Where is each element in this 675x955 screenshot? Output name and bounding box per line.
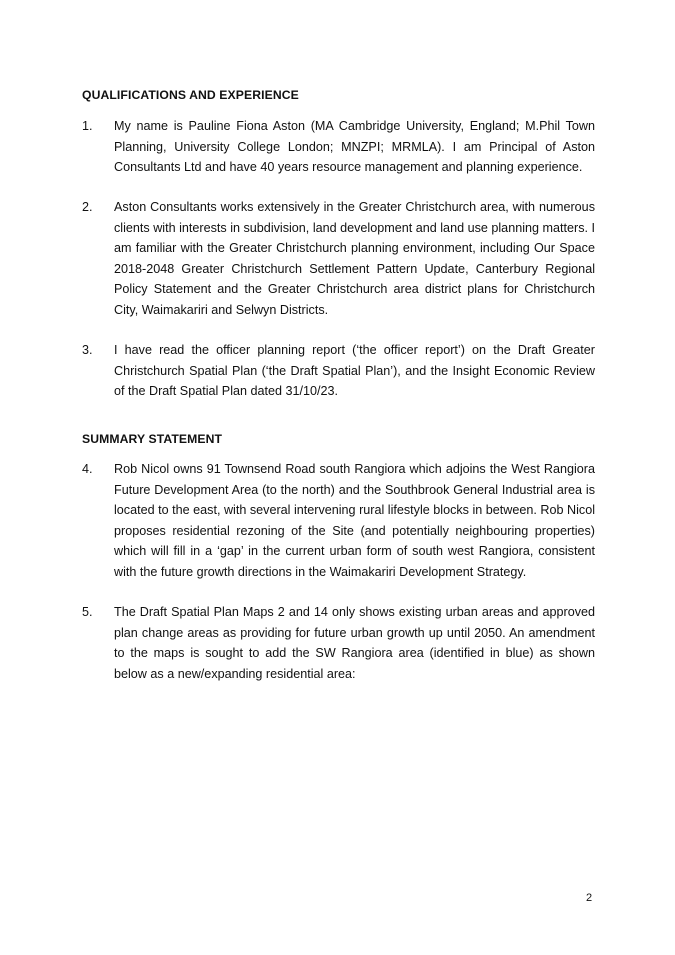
paragraph-number: 5. [82,605,93,619]
paragraph-text: Aston Consultants works extensively in the Greater Christchurch area, with numerous clients with interests in subdivision, land development and land use planning matters. I am familiar with the Greater Christchurch planning environment, including Our Space 2018-2048 Greater Christchurch Settlement Pattern Update, Canterbury Regional Policy Statement and the Greater Christchurch area district plans for Christchurch City, Waimakariri and Selwyn Districts. [114,200,595,317]
paragraph-text: My name is Pauline Fiona Aston (MA Cambridge University, England; M.Phil Town Planning, University College London; MNZPI; MRMLA). I am Principal of Aston Consultants Ltd and have 40 years resource management and planning experience. [114,119,595,175]
paragraph-number: 4. [82,462,93,476]
paragraph-number: 3. [82,343,93,357]
paragraph-number: 1. [82,119,93,133]
section-heading-summary: SUMMARY STATEMENT [82,432,223,446]
page-number: 2 [586,892,593,904]
paragraph-number: 2. [82,200,93,214]
paragraph-text: I have read the officer planning report (‘the officer report’) on the Draft Greater Christchurch Spatial Plan (‘the Draft Spatial Plan’), and the Insight Economic Review of the Draft Spatial Plan dated 31/10/23. [114,343,595,399]
paragraph-text: The Draft Spatial Plan Maps 2 and 14 only shows existing urban areas and approved plan change areas as providing for future urban growth up until 2050. An amendment to the maps is sought to add the SW Rangiora area (identified in blue) as shown below as a new/expanding residential area: [114,605,595,681]
paragraph-text: Rob Nicol owns 91 Townsend Road south Rangiora which adjoins the West Rangiora Future Development Area (to the north) and the Southbrook General Industrial area is located to the east, with several intervening rural lifestyle blocks in between. Rob Nicol proposes residential rezoning of the Site (and potentially neighbouring properties) which will fill in a ‘gap’ in the current urban form of south west Rangiora, consistent with the future growth directions in the Waimakariri Development Strategy. [114,462,595,579]
section-heading-qualifications: QUALIFICATIONS AND EXPERIENCE [82,88,299,102]
